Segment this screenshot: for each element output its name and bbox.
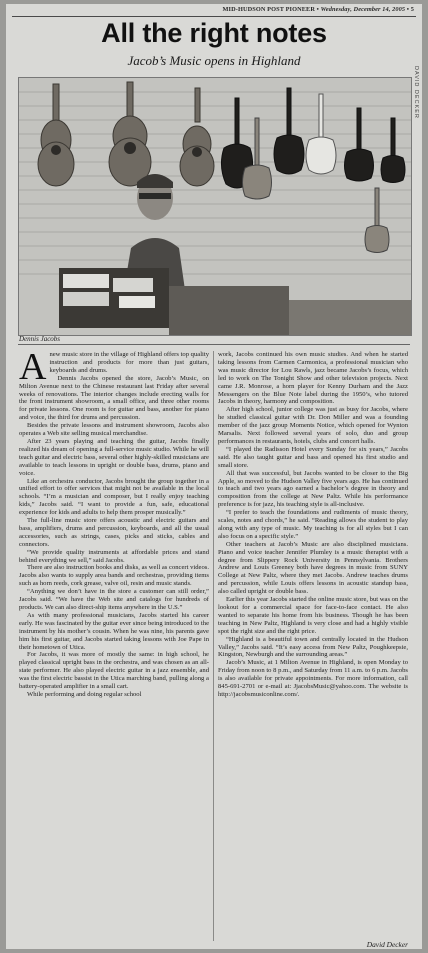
article-paragraph: Other teachers at Jacob’s Music are also disciplined musicians. Piano and voice teacher Jennifer Plumley is a music therapist with a degree from Slippery Rock University in Pennsylvania. Brothers Andrew and Louis Greeney both have degrees in music from SUNY College at New Paltz, where they met Jacobs. Andrew teaches drums and percussion, while Louis offers lessons in acoustic standup bass, also called upright or double bass. xyxy=(218,540,408,596)
store-photo xyxy=(18,77,412,336)
article-paragraph: Jacob’s Music, at 1 Milton Avenue in Highland, is open Monday to Friday from noon to 8 p.m., and Saturday from 11 a.m. to 6 p.m. Jacobs is also available for private appointments. For more information, call 845-691-2701 or e-mail at: JjacobsMusic@yahoo.com. The website is http://jacobsmusiconline.com/. xyxy=(218,659,408,698)
byline: David Decker xyxy=(366,940,408,949)
article-paragraph: “I played the Radisson Hotel every Sunday for six years,” Jacobs said. He also taught guitar and bass and opened his first studio and small store. xyxy=(218,445,408,469)
page-header: MID-HUDSON POST PIONEER • Wednesday, December 14, 2005 • 5 xyxy=(222,6,414,13)
photo-caption: Dennis Jacobs xyxy=(19,335,61,343)
article-column-left xyxy=(19,346,209,699)
article-paragraph: “I prefer to teach the foundations and rudiments of music theory, scales, notes and chords,” he said. “Reading allows the student to play along with any type of music. My teaching is for all styles but I can also focus on a specific style.” xyxy=(218,509,408,540)
article-paragraph: While performing and doing regular school xyxy=(27,690,142,698)
article-paragraph: Besides the private lessons and instrument showroom, Jacobs also operates a Web site selling musical merchandise. xyxy=(19,422,209,438)
article-paragraph: “Anything we don’t have in the store a customer can still order,” Jacobs said. “We have the Web site and catalogs for hundreds of products. We can also direct-ship items anywhere in the U.S.” xyxy=(19,588,209,611)
article-paragraph: As with many professional musicians, Jacobs started his career early. He was fascinated by the guitar ever since being introduced to the instrument by his mother’s cousin. When he was nine, his parents gave him his first guitar, and Jacobs started taking lessons with Joe Pape in their hometown of Utica. xyxy=(19,611,209,651)
article-paragraph: Dennis Jacobs opened the store, Jacob’s Music, on Milton Avenue next to the Chinese restaurant last Friday after several weeks of renovations. The interior changes include erecting walls for the front instrument showroom, a small office, and three other rooms for private lessons. One room is for guitar and bass, another for piano and voice, the third for drums and percussion. xyxy=(19,374,209,422)
page-number: 5 xyxy=(410,6,414,13)
issue-date: Wednesday, December 14, 2005 xyxy=(320,6,406,13)
article-paragraph: There are also instruction books and disks, as well as concert videos. Jacobs also wants to supply area bands and orchestras, providing items such as horn reeds, cork grease, valve oil, resin and music stands. xyxy=(19,564,209,588)
article-paragraph: “We provide quality instruments at affordable prices and stand behind everything we sell,” said Jacobs. xyxy=(19,548,209,564)
column-divider xyxy=(213,351,214,941)
publication-name: MID-HUDSON POST PIONEER xyxy=(222,6,315,13)
subheadline: Jacob’s Music opens in Highland xyxy=(127,53,301,68)
article-paragraph: work, Jacobs continued his own music studies. And when he started taking lessons from Carmen Carmonica, a professional musician who was music director for Lou Rawls, jazz became Jacobs’s focus, which led to work on The Tonight Show and other television projects. Next came J.R. Monrose, a horn player for Kenny Durham and the Jazz Messengers on the Blue Note label during the 1950’s, who tutored Jacobs in theory, harmony and composition. xyxy=(218,351,408,406)
article-paragraph: The full-line music store offers acoustic and electric guitars and bass, amplifiers, drums and percussion, keyboards, and all the usual accessories, such as strings, cases, picks and sticks, cables and connectors. xyxy=(19,517,209,548)
article-paragraph: After 23 years playing and teaching the guitar, Jacobs finally realized his dream of opening a full-service music studio. While he will teach guitar and electric bass, several other highly-skilled musicians are available to teach lessons in upright or double bass, drums, piano and voice. xyxy=(19,437,209,477)
header-rule xyxy=(12,16,416,17)
article-column-right xyxy=(218,351,408,699)
newspaper-page xyxy=(6,4,422,949)
caption-rule xyxy=(18,344,410,345)
article-paragraph: All that was successful, but Jacobs wanted to be closer to the Big Apple, so moved to the Hudson Valley five years ago. He has continued to teach and two years ago earned a bachelor’s degree in theory and composition from the college at New Paltz. While his performance preference is for jazz, his teaching style is all-inclusive. xyxy=(218,469,408,509)
article-paragraph: After high school, junior college was just as busy for Jacobs, where he studied classical guitar with Dr. Don Miller and was a founding member of the jazz group Moments Notice, which opened for Wynton Marsalis. Next followed several years of solo, duo and group performances in restaurants, hotels, clubs and concert halls. xyxy=(218,406,408,445)
article-paragraph: Like an orchestra conductor, Jacobs brought the group together in a unified effort to offer services that might not be available in the local schools. “I’m a musician and composer, but I really enjoy teaching kids,” Jacobs said. “I want to provide a fun, safe, educational experience for kids and adults to help them prosper musically.” xyxy=(19,477,209,517)
photo-credit: DAVID DECKER xyxy=(413,66,419,119)
article-paragraph: For Jacobs, it was more of mostly the same: in high school, he played classical upright bass in the orchestra, and was chosen as an all-state performer. He also played electric guitar in a jazz ensemble, and was the first electric bassist in the Utica marching band, pulling along a battery-operated amplifier in a small cart. xyxy=(19,651,209,691)
article-paragraph: “Highland is a beautiful town and centrally located in the Hudson Valley,” Jacobs said. “It’s easy access from New Paltz, Poughkeepsie, Kingston, Newburgh and the surrounding areas.” xyxy=(218,635,408,659)
headline: All the right notes xyxy=(101,18,327,48)
article-paragraph: Anew music store in the village of Highland offers top quality instruction and products for more than just guitars, keyboards and drums. xyxy=(19,346,209,388)
drop-cap: A xyxy=(19,346,47,388)
article-paragraph: Earlier this year Jacobs started the online music store, but was on the lookout for a commercial space for face-to-face contact. He also wanted to separate his home from his business. Though he has been teaching in New Paltz, Highland is very close and had a highly visible spot the right size and the right price. xyxy=(218,596,408,635)
